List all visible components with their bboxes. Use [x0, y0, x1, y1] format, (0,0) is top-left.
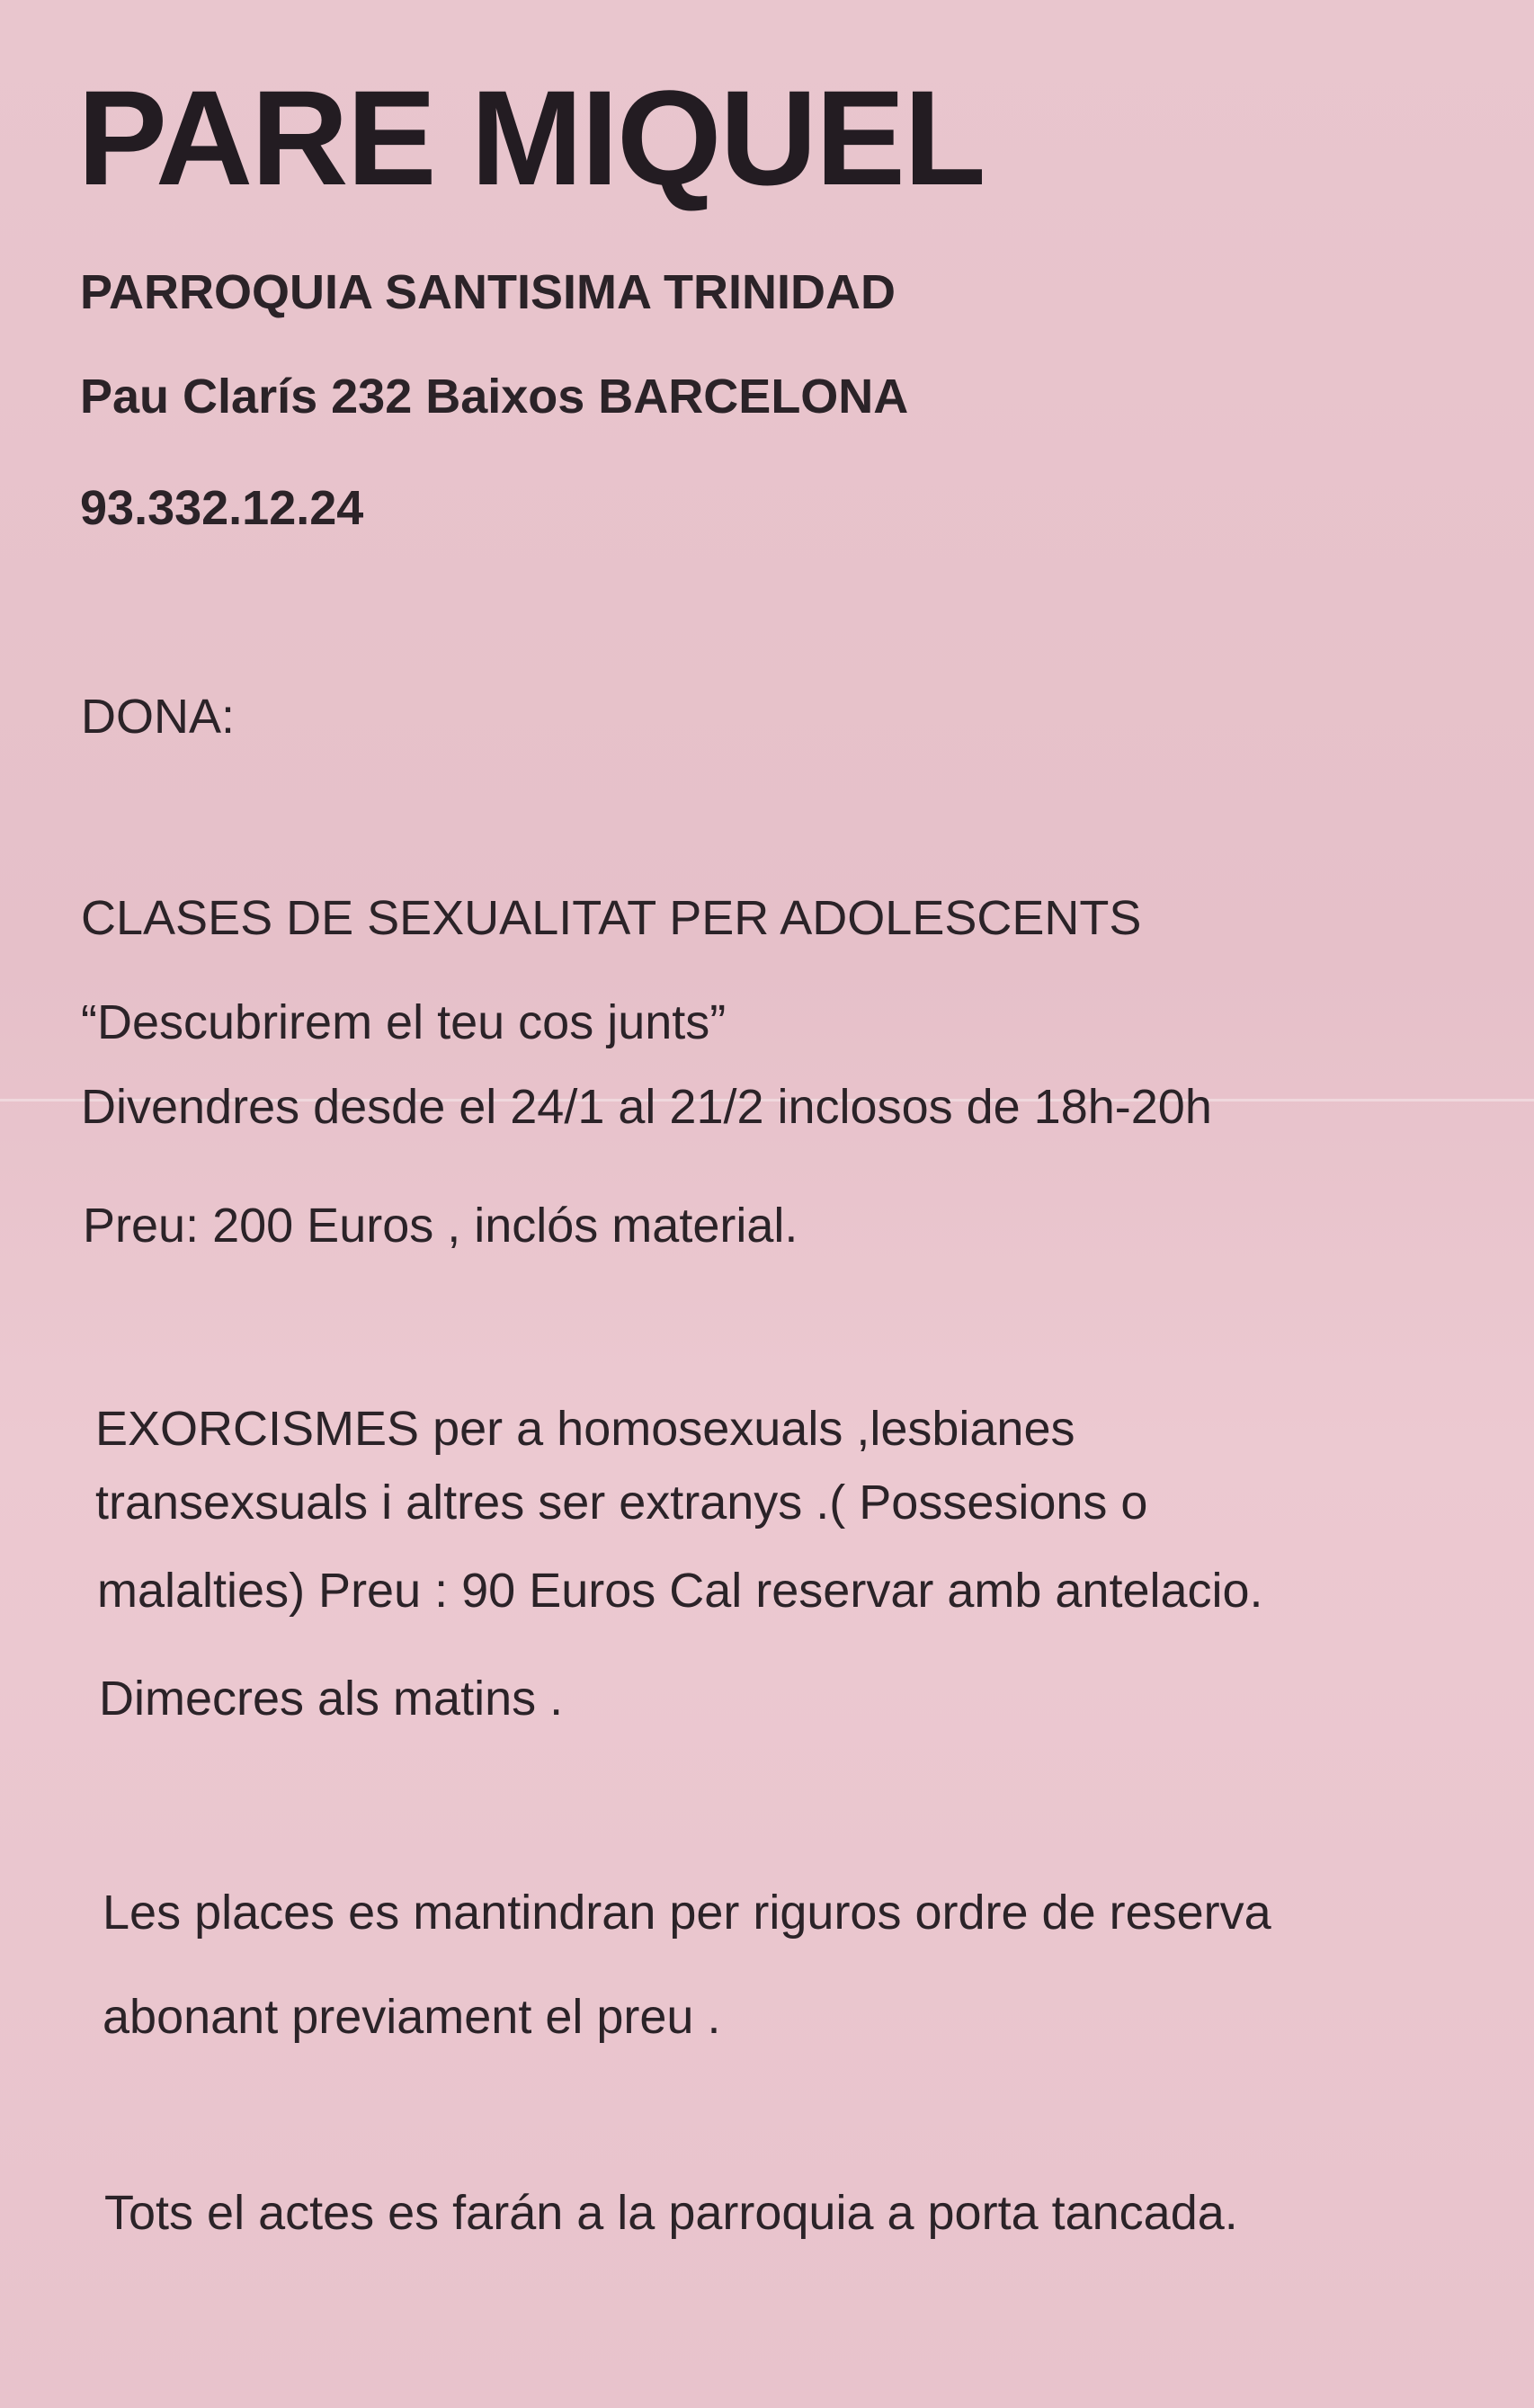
phone-number: 93.332.12.24	[80, 481, 364, 535]
class-price: Preu: 200 Euros , inclós material.	[83, 1199, 798, 1253]
exorcism-line-1: EXORCISMES per a homosexuals ,lesbianes	[95, 1402, 1075, 1456]
reservation-line-1: Les places es mantindran per riguros ordre de reserva	[103, 1886, 1271, 1940]
reservation-line-2: abonant previament el preu .	[103, 1990, 721, 2044]
recipient-label: DONA:	[81, 690, 236, 744]
exorcism-line-2: transexsuals i altres ser extranys .( Possesions o	[95, 1476, 1148, 1530]
parish-name: PARROQUIA SANTISIMA TRINIDAD	[80, 265, 896, 319]
address: Pau Clarís 232 Baixos BARCELONA	[80, 370, 909, 424]
page-title: PARE MIQUEL	[77, 62, 985, 213]
closing-note: Tots el actes es farán a la parroquia a porta tancada.	[104, 2186, 1238, 2240]
class-title: CLASES DE SEXUALITAT PER ADOLESCENTS	[81, 891, 1142, 945]
class-schedule: Divendres desde el 24/1 al 21/2 inclosos de 18h-20h	[81, 1080, 1212, 1134]
class-quote: “Descubrirem el teu cos junts”	[81, 995, 727, 1049]
exorcism-line-4: Dimecres als matins .	[99, 1672, 564, 1726]
exorcism-line-3: malalties) Preu : 90 Euros Cal reservar amb antelacio.	[97, 1564, 1263, 1618]
